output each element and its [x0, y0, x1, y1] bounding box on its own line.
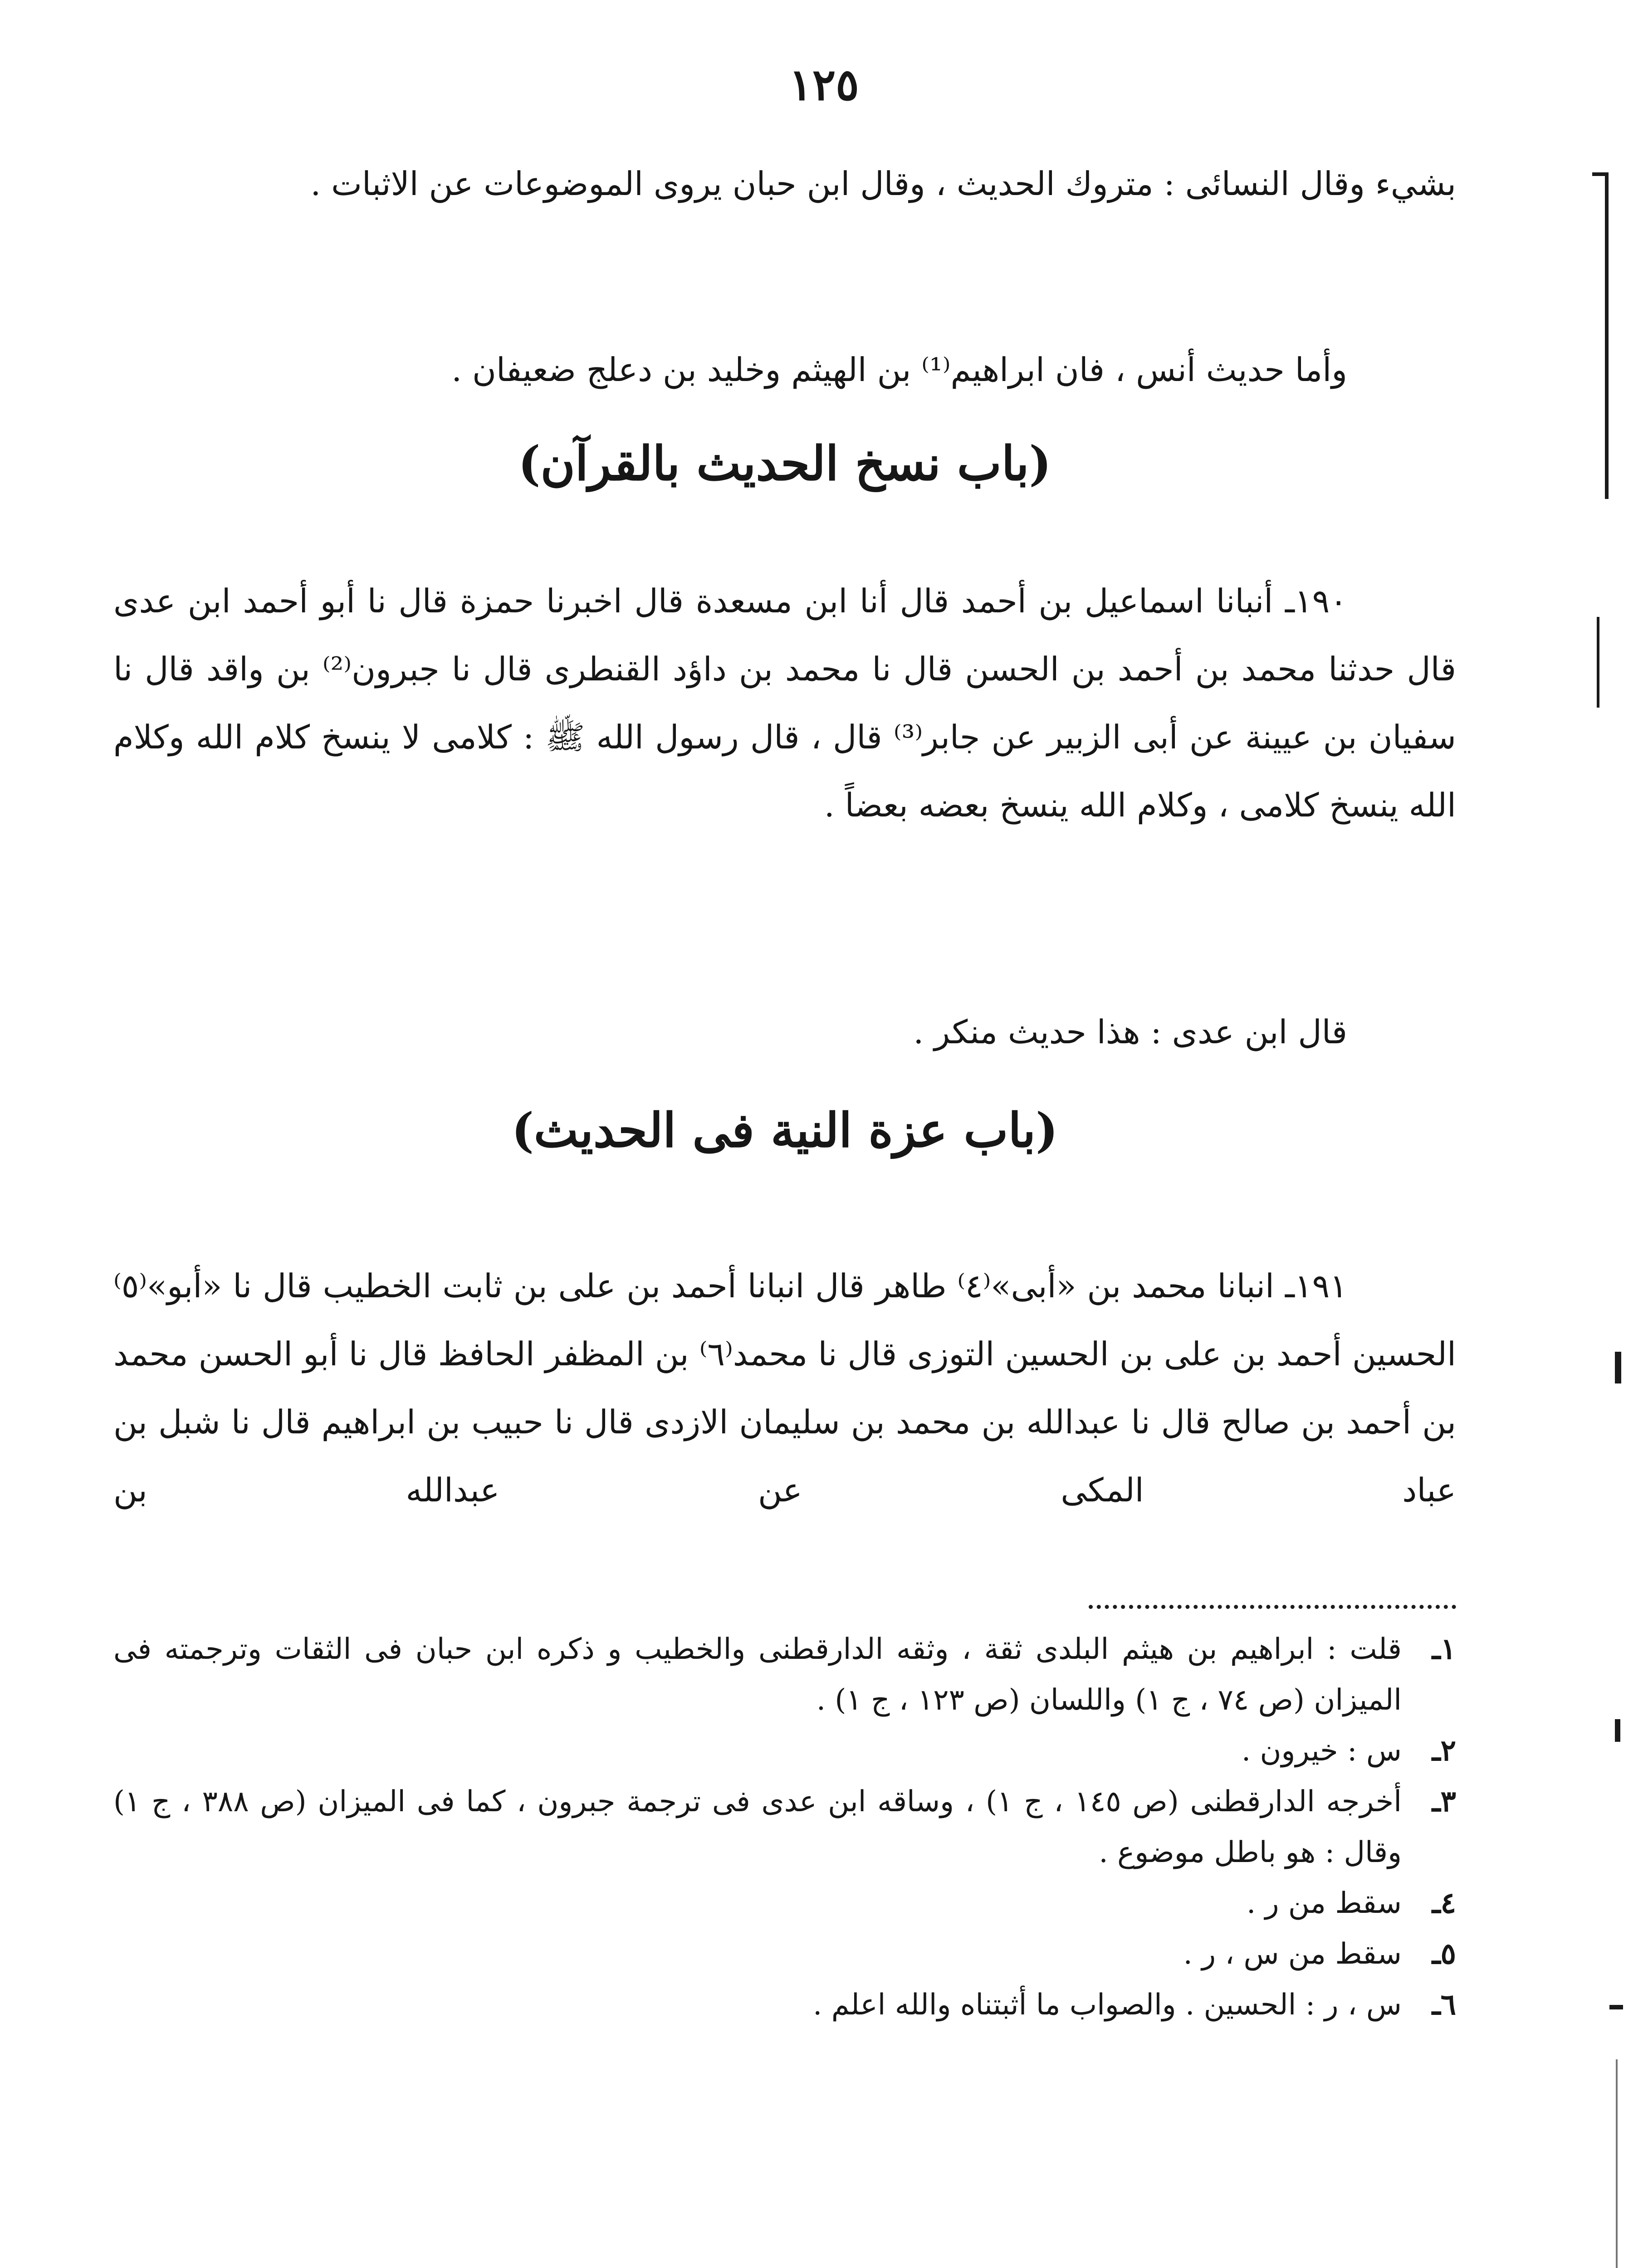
- footnote-6: [113, 1980, 1456, 2030]
- margin-scan-line: [1616, 2059, 1618, 2268]
- margin-scan-mark: [1615, 1719, 1620, 1742]
- footnote-3: [113, 1776, 1456, 1878]
- footnote-number: ٣ـ: [1432, 1784, 1456, 1818]
- footnote-1: [113, 1624, 1456, 1725]
- footnote-2: [113, 1725, 1456, 1776]
- section-heading-niyya: (باب عزة النية فى الحديث): [511, 1102, 1058, 1158]
- margin-scan-line: [1605, 172, 1609, 499]
- footnote-text: سقط من س ، ر .: [1183, 1937, 1402, 1971]
- footnote-number: ٦ـ: [1432, 1988, 1456, 2022]
- footnote-5: [113, 1929, 1456, 1980]
- hadith-190-text: ١٩٠ـ أنبانا اسماعيل بن أحمد قال أنا ابن مسعدة قال اخبرنا حمزة قال نا أبو أحمد ابن عدى قال حدثنا محمد بن أحمد بن الحسن قال نا محمد بن داؤد القنطرى قال نا جبرون⁽²⁾ بن واقد قال نا سفيان بن عيينة عن أبى الزبير عن جابر⁽³⁾ قال ، قال رسول الله ﷺ : كلامى لا ينسخ كلام الله وكلام الله ينسخ كلامى ، وكلام الله ينسخ بعضه بعضاً .: [113, 582, 1457, 824]
- footnote-4: [113, 1878, 1456, 1929]
- margin-scan-mark: [1615, 1352, 1621, 1383]
- page-number: ١٢٥: [789, 59, 859, 110]
- section-heading-naskh: (باب نسخ الحديث بالقرآن): [518, 435, 1051, 491]
- ibn-adi-note-block: [113, 998, 1456, 1066]
- footnote-number: ٤ـ: [1432, 1886, 1456, 1920]
- footnote-separator: [1089, 1605, 1456, 1609]
- footnote-number: ١ـ: [1432, 1632, 1456, 1666]
- footnote-text: س ، ر : الحسين . والصواب ما أثبتناه والله اعلم .: [813, 1988, 1402, 2022]
- hadith-190-block: [113, 567, 1456, 839]
- hadith-191-text: ١٩١ـ انبانا محمد بن «أبى»⁽٤⁾ طاهر قال انبانا أحمد بن على بن ثابت الخطيب قال نا «أبو»⁽٥⁾ الحسين أحمد بن على بن الحسين التوزى قال نا محمد⁽٦⁾ بن المظفر الحافظ قال نا أبو الحسن محمد بن أحمد بن صالح قال نا عبدالله بن محمد بن سليمان الازدى قال نا حبيب بن ابراهيم قال نا شبل بن عباد المكى عن عبدالله بن: [113, 1267, 1457, 1509]
- footnote-text: س : خيرون .: [1241, 1734, 1402, 1768]
- hadith-191-block: [113, 1252, 1456, 1524]
- footnote-text: أخرجه الدارقطنى (ص ١٤٥ ، ج ١) ، وساقه ابن عدى فى ترجمة جبرون ، كما فى الميزان (ص ٣٨٨ ، ج ١) وقال : هو باطل موضوع .: [113, 1785, 1402, 1869]
- footnote-number: ٢ـ: [1432, 1734, 1456, 1768]
- footnotes-list: [113, 1624, 1456, 2030]
- margin-scan-mark: [1609, 2005, 1623, 2009]
- footnote-number: ٥ـ: [1432, 1937, 1456, 1971]
- footnote-text: قلت : ابراهيم بن هيثم البلدى ثقة ، وثقه الدارقطنى والخطيب و ذكره ابن حبان فى الثقات وترجمته فى الميزان (ص ٧٤ ، ج ١) واللسان (ص ١٢٣ ، ج ١) .: [113, 1633, 1402, 1717]
- ibn-adi-note: قال ابن عدى : هذا حديث منكر .: [913, 1013, 1347, 1051]
- anas-hadith-text: وأما حديث أنس ، فان ابراهيم⁽¹⁾ بن الهيثم وخليد بن دعلج ضعيفان .: [451, 351, 1347, 389]
- continuation-text: بشيء وقال النسائى : متروك الحديث ، وقال ابن حبان يروى الموضوعات عن الاثبات .: [310, 165, 1456, 203]
- paragraph-continuation: [113, 150, 1456, 218]
- footnote-text: سقط من ر .: [1246, 1887, 1402, 1920]
- paragraph-anas: [113, 336, 1456, 404]
- margin-scan-tick: [1592, 172, 1609, 176]
- margin-scan-line: [1597, 617, 1599, 708]
